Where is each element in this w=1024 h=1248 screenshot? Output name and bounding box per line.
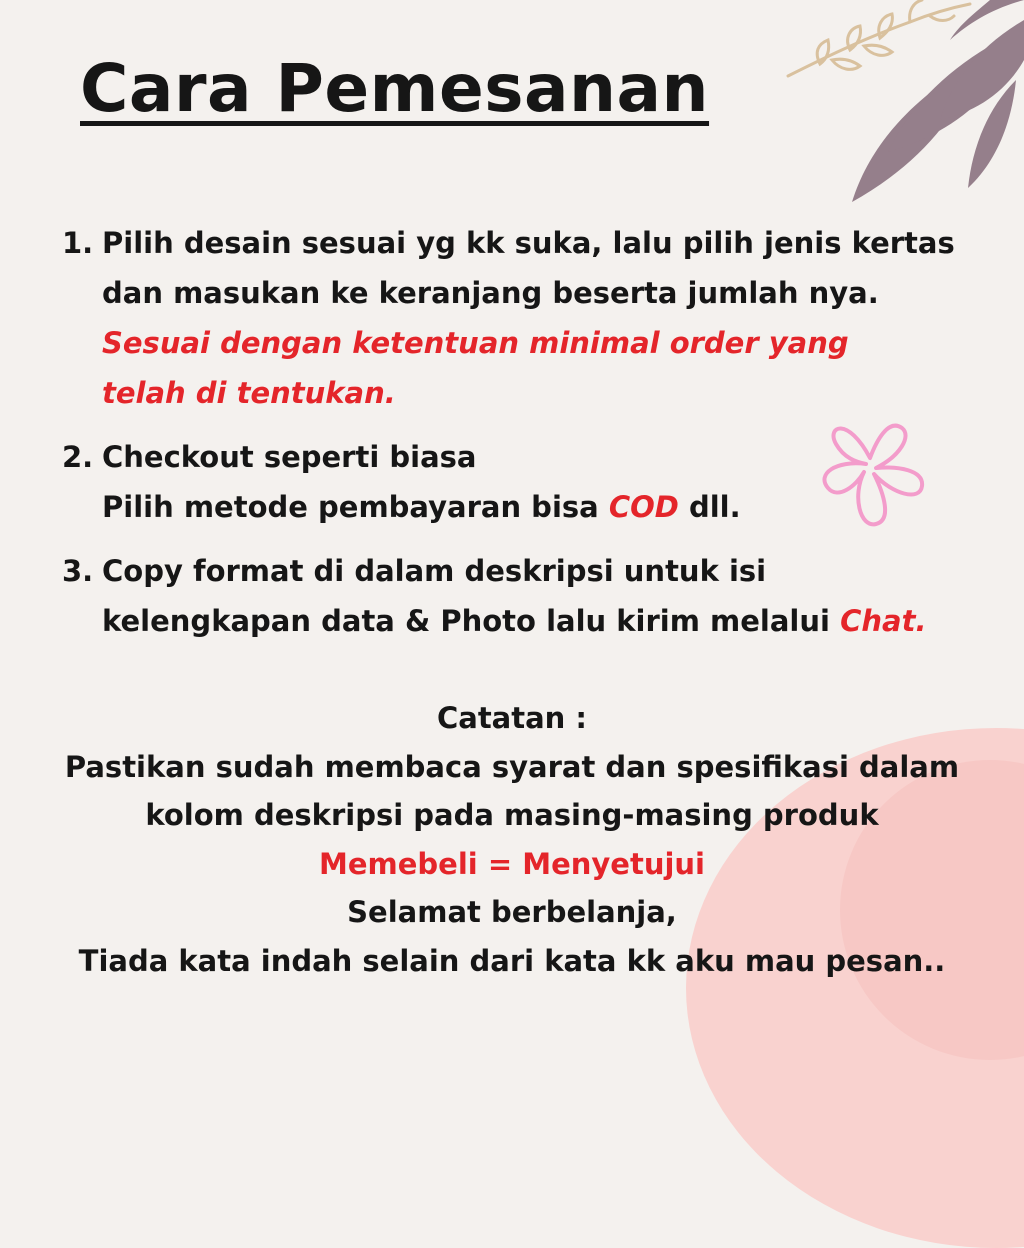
- step-text: Checkout seperti biasa: [102, 440, 477, 474]
- order-steps-list: [62, 218, 972, 646]
- chat-highlight: Chat.: [840, 604, 927, 638]
- page-title: Cara Pemesanan: [80, 50, 710, 127]
- cod-highlight: COD: [608, 490, 679, 524]
- step-text: Pilih desain sesuai yg kk suka, lalu pilih jenis kertas: [102, 226, 955, 260]
- step-text-line: [102, 596, 972, 646]
- step-number: 1.: [62, 226, 94, 260]
- step-highlight: telah di tentukan.: [102, 376, 396, 410]
- step-3: [62, 546, 972, 646]
- step-text: dan masukan ke keranjang beserta jumlah nya.: [102, 276, 879, 310]
- step-number: 3.: [62, 554, 94, 588]
- step-text-line: [102, 482, 972, 532]
- step-1: [62, 218, 972, 418]
- step-2: [62, 432, 972, 532]
- step-text: kelengkapan data & Photo lalu kirim melalui: [102, 604, 830, 638]
- note-text: Pastikan sudah membaca syarat dan spesifikasi dalam: [64, 749, 960, 784]
- note-text: Selamat berbelanja,: [347, 895, 677, 929]
- step-number: 2.: [62, 440, 94, 474]
- note-text: Tiada kata indah selain dari kata kk aku mau pesan..: [78, 943, 946, 978]
- note-heading: Catatan :: [436, 701, 588, 735]
- note-text: kolom deskripsi pada masing-masing produk: [145, 798, 879, 832]
- step-text: Copy format di dalam deskripsi untuk isi: [102, 554, 767, 588]
- note-section: [0, 694, 1024, 985]
- step-highlight: Sesuai dengan ketentuan minimal order yang: [102, 326, 849, 360]
- note-highlight: Memebeli = Menyetujui: [319, 846, 705, 881]
- leaf-branch-decoration: [780, 0, 1024, 210]
- step-text: dll.: [688, 490, 741, 524]
- step-text: Pilih metode pembayaran bisa: [102, 490, 599, 524]
